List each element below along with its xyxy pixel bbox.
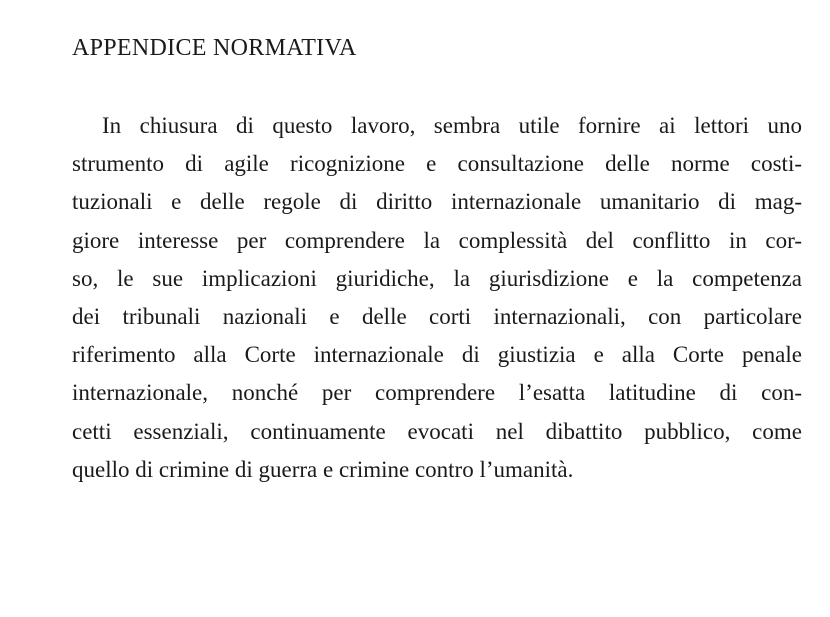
- paragraph-line: strumento di agile ricognizione e consultazione delle norme costi-: [72, 151, 802, 177]
- paragraph-line: quello di crimine di guerra e crimine contro l’umanità.: [72, 456, 574, 482]
- paragraph-line: In chiusura di questo lavoro, sembra utile fornire ai lettori uno: [102, 113, 802, 138]
- paragraph-line: cetti essenziali, continuamente evocati nel dibattito pubblico, come: [72, 418, 802, 444]
- section-heading: APPENDICE NORMATIVA: [72, 35, 357, 61]
- body-paragraph: [72, 107, 802, 489]
- paragraph-line: tuzionali e delle regole di diritto internazionale umanitario di mag-: [72, 189, 802, 215]
- paragraph-line: giore interesse per comprendere la complessità del conflitto in cor-: [72, 227, 802, 253]
- paragraph-line: so, le sue implicazioni giuridiche, la giurisdizione e la competenza: [72, 265, 802, 291]
- paragraph-line: internazionale, nonché per comprendere l’esatta latitudine di con-: [72, 380, 802, 406]
- paragraph-line: dei tribunali nazionali e delle corti internazionali, con particolare: [72, 303, 802, 329]
- paragraph-line: riferimento alla Corte internazionale di giustizia e alla Corte penale: [72, 342, 802, 368]
